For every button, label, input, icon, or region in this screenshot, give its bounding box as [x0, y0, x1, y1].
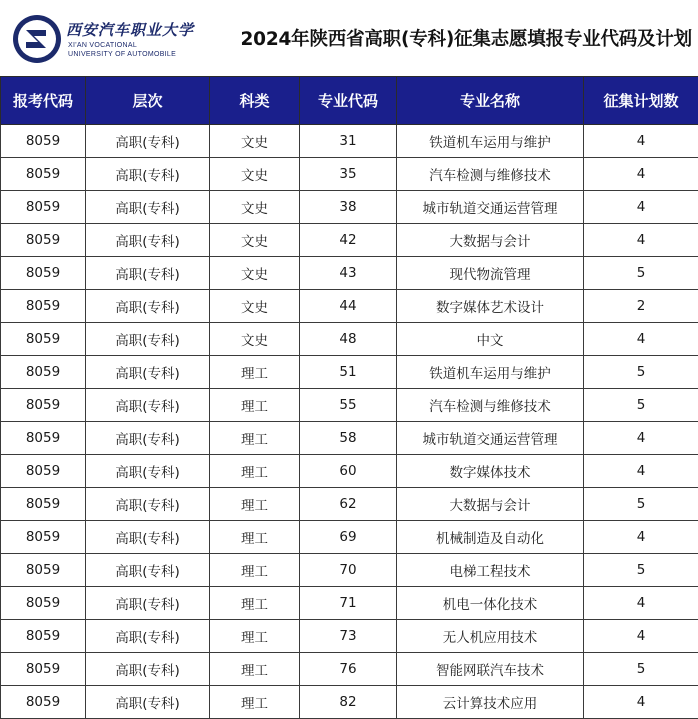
table-row: [1, 554, 698, 587]
table-cell-plan-count: 5: [584, 653, 698, 686]
table-row: [1, 389, 698, 422]
table-cell-level: 高职(专科): [86, 686, 210, 719]
table-cell-major-name: 汽车检测与维修技术: [397, 158, 584, 191]
table-cell-major-code: 38: [300, 191, 397, 224]
table-cell-major-name: 大数据与会计: [397, 488, 584, 521]
table-cell-major-name: 铁道机车运用与维护: [397, 356, 584, 389]
table-cell-level: 高职(专科): [86, 554, 210, 587]
table-cell-level: 高职(专科): [86, 158, 210, 191]
table-row: [1, 587, 698, 620]
table-cell-major-name: 数字媒体艺术设计: [397, 290, 584, 323]
table-cell-plan-count: 5: [584, 356, 698, 389]
table-cell-level: 高职(专科): [86, 290, 210, 323]
table-row: [1, 422, 698, 455]
logo-chinese-name: 西安汽车职业大学: [66, 21, 195, 39]
table-cell-exam-code: 8059: [1, 125, 86, 158]
table-cell-exam-code: 8059: [1, 224, 86, 257]
table-row: [1, 191, 698, 224]
table-cell-major-code: 48: [300, 323, 397, 356]
table-cell-category: 理工: [210, 653, 300, 686]
table-cell-major-name: 现代物流管理: [397, 257, 584, 290]
table-row: [1, 290, 698, 323]
table-cell-plan-count: 5: [584, 554, 698, 587]
table-cell-major-name: 云计算技术应用: [397, 686, 584, 719]
table-cell-exam-code: 8059: [1, 422, 86, 455]
table-cell-level: 高职(专科): [86, 389, 210, 422]
table-cell-level: 高职(专科): [86, 620, 210, 653]
table-cell-major-name: 铁道机车运用与维护: [397, 125, 584, 158]
table-cell-exam-code: 8059: [1, 488, 86, 521]
table-cell-exam-code: 8059: [1, 521, 86, 554]
table-cell-major-name: 机电一体化技术: [397, 587, 584, 620]
table-cell-major-name: 智能网联汽车技术: [397, 653, 584, 686]
table-cell-exam-code: 8059: [1, 653, 86, 686]
table-cell-plan-count: 4: [584, 158, 698, 191]
table-cell-plan-count: 4: [584, 521, 698, 554]
table-cell-major-code: 82: [300, 686, 397, 719]
table-row: [1, 158, 698, 191]
page-title: 2024年陕西省高职(专科)征集志愿填报专业代码及计划: [240, 29, 692, 50]
table-cell-plan-count: 4: [584, 455, 698, 488]
table-row: [1, 125, 698, 158]
table-cell-major-code: 42: [300, 224, 397, 257]
table-cell-level: 高职(专科): [86, 653, 210, 686]
university-logo-icon: [12, 14, 62, 64]
table-cell-level: 高职(专科): [86, 521, 210, 554]
table-cell-plan-count: 4: [584, 224, 698, 257]
table-cell-major-code: 62: [300, 488, 397, 521]
table-cell-exam-code: 8059: [1, 158, 86, 191]
table-cell-exam-code: 8059: [1, 191, 86, 224]
table-cell-category: 文史: [210, 125, 300, 158]
table-cell-level: 高职(专科): [86, 356, 210, 389]
table-cell-exam-code: 8059: [1, 554, 86, 587]
table-cell-plan-count: 5: [584, 257, 698, 290]
table-cell-plan-count: 4: [584, 686, 698, 719]
table-cell-major-name: 电梯工程技术: [397, 554, 584, 587]
table-cell-major-code: 43: [300, 257, 397, 290]
table-cell-category: 理工: [210, 422, 300, 455]
table-row: [1, 686, 698, 719]
table-cell-plan-count: 2: [584, 290, 698, 323]
table-cell-level: 高职(专科): [86, 191, 210, 224]
table-cell-plan-count: 4: [584, 422, 698, 455]
logo-english-name-line1: XI'AN VOCATIONAL: [68, 42, 138, 49]
table-cell-level: 高职(专科): [86, 224, 210, 257]
table-cell-level: 高职(专科): [86, 323, 210, 356]
table-cell-exam-code: 8059: [1, 620, 86, 653]
table-cell-category: 文史: [210, 191, 300, 224]
table-cell-plan-count: 4: [584, 323, 698, 356]
table-cell-exam-code: 8059: [1, 587, 86, 620]
table-cell-exam-code: 8059: [1, 455, 86, 488]
table-cell-major-name: 中文: [397, 323, 584, 356]
table-cell-category: 理工: [210, 455, 300, 488]
table-cell-major-name: 数字媒体技术: [397, 455, 584, 488]
column-header-plan-count: 征集计划数: [584, 77, 698, 125]
table-cell-category: 文史: [210, 290, 300, 323]
table-cell-major-name: 城市轨道交通运营管理: [397, 191, 584, 224]
table-cell-major-name: 无人机应用技术: [397, 620, 584, 653]
table-cell-major-code: 55: [300, 389, 397, 422]
table-row: [1, 323, 698, 356]
table-cell-major-code: 35: [300, 158, 397, 191]
table-cell-category: 理工: [210, 686, 300, 719]
page-header: [0, 0, 698, 76]
table-cell-category: 理工: [210, 521, 300, 554]
table-cell-major-code: 58: [300, 422, 397, 455]
table-cell-major-name: 机械制造及自动化: [397, 521, 584, 554]
table-row: [1, 653, 698, 686]
table-cell-plan-count: 4: [584, 191, 698, 224]
table-cell-major-name: 城市轨道交通运营管理: [397, 422, 584, 455]
table-row: [1, 224, 698, 257]
table-row: [1, 455, 698, 488]
table-cell-category: 理工: [210, 620, 300, 653]
table-cell-category: 文史: [210, 224, 300, 257]
table-cell-category: 理工: [210, 356, 300, 389]
column-header-category: 科类: [210, 77, 300, 125]
table-row: [1, 488, 698, 521]
table-cell-major-name: 大数据与会计: [397, 224, 584, 257]
table-cell-exam-code: 8059: [1, 323, 86, 356]
table-cell-level: 高职(专科): [86, 587, 210, 620]
table-cell-level: 高职(专科): [86, 488, 210, 521]
table-cell-major-code: 44: [300, 290, 397, 323]
table-cell-exam-code: 8059: [1, 686, 86, 719]
column-header-exam-code: 报考代码: [1, 77, 86, 125]
table-cell-category: 文史: [210, 257, 300, 290]
table-cell-level: 高职(专科): [86, 422, 210, 455]
table-cell-exam-code: 8059: [1, 290, 86, 323]
table-row: [1, 356, 698, 389]
table-cell-plan-count: 4: [584, 620, 698, 653]
table-row: [1, 257, 698, 290]
table-cell-plan-count: 4: [584, 587, 698, 620]
column-header-level: 层次: [86, 77, 210, 125]
table-cell-major-code: 76: [300, 653, 397, 686]
table-cell-major-code: 71: [300, 587, 397, 620]
column-header-major-name: 专业名称: [397, 77, 584, 125]
table-header-row: [1, 77, 698, 125]
table-cell-major-code: 69: [300, 521, 397, 554]
table-cell-major-code: 51: [300, 356, 397, 389]
table-cell-category: 文史: [210, 323, 300, 356]
table-cell-category: 理工: [210, 488, 300, 521]
table-cell-category: 理工: [210, 389, 300, 422]
table-row: [1, 521, 698, 554]
table-cell-plan-count: 5: [584, 488, 698, 521]
table-cell-major-code: 70: [300, 554, 397, 587]
table-row: [1, 620, 698, 653]
table-cell-level: 高职(专科): [86, 125, 210, 158]
table-cell-level: 高职(专科): [86, 257, 210, 290]
table-cell-category: 理工: [210, 554, 300, 587]
table-cell-major-code: 73: [300, 620, 397, 653]
table-cell-level: 高职(专科): [86, 455, 210, 488]
table-cell-major-name: 汽车检测与维修技术: [397, 389, 584, 422]
table-cell-exam-code: 8059: [1, 257, 86, 290]
table-cell-major-code: 31: [300, 125, 397, 158]
table-cell-exam-code: 8059: [1, 356, 86, 389]
table-cell-exam-code: 8059: [1, 389, 86, 422]
table-body: [1, 125, 698, 719]
logo-english-name-line2: UNIVERSITY OF AUTOMOBILE: [68, 51, 177, 58]
table-cell-plan-count: 5: [584, 389, 698, 422]
table-cell-category: 理工: [210, 587, 300, 620]
table-cell-category: 文史: [210, 158, 300, 191]
enrollment-plan-table: [0, 76, 698, 719]
table-cell-major-code: 60: [300, 455, 397, 488]
column-header-major-code: 专业代码: [300, 77, 397, 125]
table-cell-plan-count: 4: [584, 125, 698, 158]
